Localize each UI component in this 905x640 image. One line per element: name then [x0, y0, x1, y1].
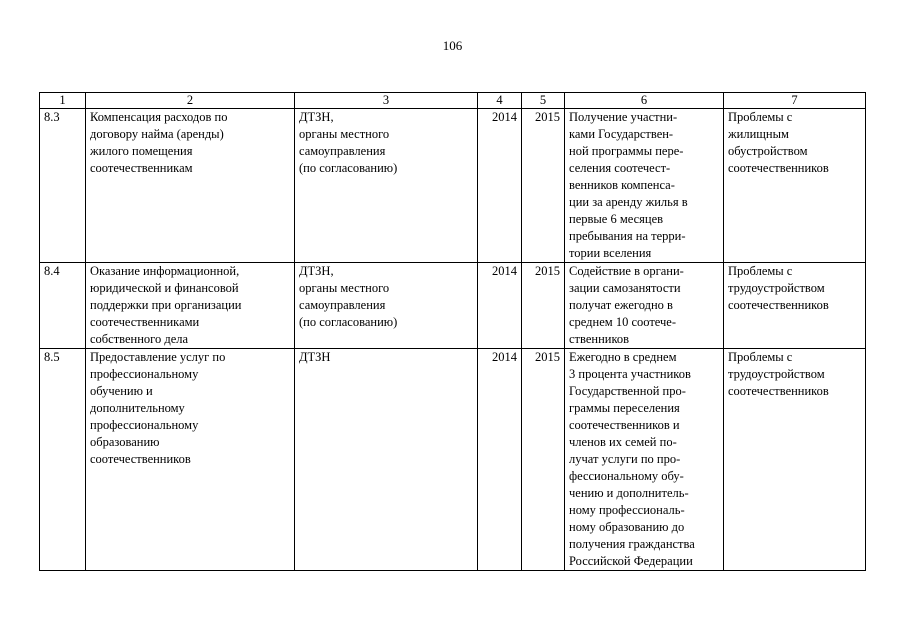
result-cell-line: ному образованию до	[569, 520, 685, 534]
executor-cell-line: ДТЗН	[299, 350, 331, 364]
result-cell-line: венников компенса-	[569, 178, 675, 192]
column-header: 7	[724, 93, 866, 109]
result-cell-line: среднем 10 соотече-	[569, 315, 677, 329]
executor-cell	[295, 349, 478, 571]
column-header: 1	[40, 93, 86, 109]
problems-cell-line: Проблемы с	[728, 264, 793, 278]
table-row	[40, 109, 866, 263]
result-cell-line: 3 процента участников	[569, 367, 691, 381]
end-year-cell: 2015	[522, 349, 565, 571]
result-cell-line: зации самозанятости	[569, 281, 681, 295]
problems-cell-line: трудоустройством	[728, 367, 825, 381]
measure-cell-line: Предоставление услуг по	[90, 350, 226, 364]
executor-cell	[295, 109, 478, 263]
problems-cell	[724, 263, 866, 349]
problems-cell-line: Проблемы с	[728, 350, 793, 364]
result-cell-line: тории вселения	[569, 246, 652, 260]
measure-cell-line: договору найма (аренды)	[90, 127, 224, 141]
measure-cell-line: обучению и	[90, 384, 153, 398]
measure-cell-line: профессиональному	[90, 418, 199, 432]
measure-cell-line: жилого помещения	[90, 144, 193, 158]
executor-cell-line: ДТЗН,	[299, 110, 334, 124]
start-year-cell: 2014	[478, 109, 522, 263]
executor-cell	[295, 263, 478, 349]
problems-cell-line: жилищным	[728, 127, 789, 141]
result-cell-line: Содействие в органи-	[569, 264, 684, 278]
result-cell-line: получения гражданства	[569, 537, 695, 551]
measure-cell	[86, 349, 295, 571]
measure-cell-line: Оказание информационной,	[90, 264, 240, 278]
measure-cell-line: Компенсация расходов по	[90, 110, 228, 124]
problems-cell-line: соотечественников	[728, 161, 829, 175]
item-number-cell: 8.5	[40, 349, 86, 571]
end-year-cell: 2015	[522, 109, 565, 263]
result-cell-line: ной программы пере-	[569, 144, 684, 158]
header-row	[40, 93, 866, 109]
executor-cell-line: (по согласованию)	[299, 161, 398, 175]
result-cell	[565, 349, 724, 571]
result-cell-line: ному профессиональ-	[569, 503, 685, 517]
result-cell-line: лучат услуги по про-	[569, 452, 681, 466]
item-number-cell: 8.4	[40, 263, 86, 349]
result-cell-line: фессиональному обу-	[569, 469, 684, 483]
result-cell	[565, 109, 724, 263]
result-cell-line: селения соотечест-	[569, 161, 671, 175]
measure-cell-line: соотечественников	[90, 452, 191, 466]
result-cell-line: Государственной про-	[569, 384, 686, 398]
end-year-cell: 2015	[522, 263, 565, 349]
executor-cell-line: органы местного	[299, 281, 390, 295]
measure-cell	[86, 263, 295, 349]
result-cell-line: соотечественников и	[569, 418, 680, 432]
result-cell-line: ственников	[569, 332, 630, 346]
result-cell-line: Российской Федерации	[569, 554, 693, 568]
start-year-cell: 2014	[478, 263, 522, 349]
measure-cell-line: образованию	[90, 435, 160, 449]
column-header: 4	[478, 93, 522, 109]
result-cell-line: Получение участни-	[569, 110, 678, 124]
result-cell-line: ции за аренду жилья в	[569, 195, 688, 209]
column-header: 2	[86, 93, 295, 109]
executor-cell-line: самоуправления	[299, 144, 386, 158]
executor-cell-line: органы местного	[299, 127, 390, 141]
measure-cell-line: соотечественникам	[90, 161, 193, 175]
measure-cell-line: собственного дела	[90, 332, 189, 346]
problems-cell-line: соотечественников	[728, 298, 829, 312]
problems-cell	[724, 349, 866, 571]
problems-cell-line: Проблемы с	[728, 110, 793, 124]
executor-cell-line: ДТЗН,	[299, 264, 334, 278]
item-number-cell: 8.3	[40, 109, 86, 263]
measure-cell-line: юридической и финансовой	[90, 281, 239, 295]
measure-cell-line: соотечественниками	[90, 315, 200, 329]
result-cell-line: граммы переселения	[569, 401, 680, 415]
column-header: 5	[522, 93, 565, 109]
table-row	[40, 349, 866, 571]
result-cell-line: первые 6 месяцев	[569, 212, 664, 226]
table-row	[40, 263, 866, 349]
result-cell-line: ками Государствен-	[569, 127, 674, 141]
result-cell-line: членов их семей по-	[569, 435, 677, 449]
start-year-cell: 2014	[478, 349, 522, 571]
measure-cell-line: поддержки при организации	[90, 298, 242, 312]
executor-cell-line: самоуправления	[299, 298, 386, 312]
column-header: 6	[565, 93, 724, 109]
result-cell	[565, 263, 724, 349]
executor-cell-line: (по согласованию)	[299, 315, 398, 329]
result-cell-line: чению и дополнитель-	[569, 486, 689, 500]
measures-table	[39, 92, 866, 571]
result-cell-line: Ежегодно в среднем	[569, 350, 677, 364]
page-number: 106	[442, 38, 463, 53]
problems-cell	[724, 109, 866, 263]
problems-cell-line: обустройством	[728, 144, 808, 158]
problems-cell-line: трудоустройством	[728, 281, 825, 295]
problems-cell-line: соотечественников	[728, 384, 829, 398]
measure-cell	[86, 109, 295, 263]
result-cell-line: получат ежегодно в	[569, 298, 673, 312]
column-header: 3	[295, 93, 478, 109]
result-cell-line: пребывания на терри-	[569, 229, 686, 243]
measure-cell-line: профессиональному	[90, 367, 199, 381]
measure-cell-line: дополнительному	[90, 401, 185, 415]
